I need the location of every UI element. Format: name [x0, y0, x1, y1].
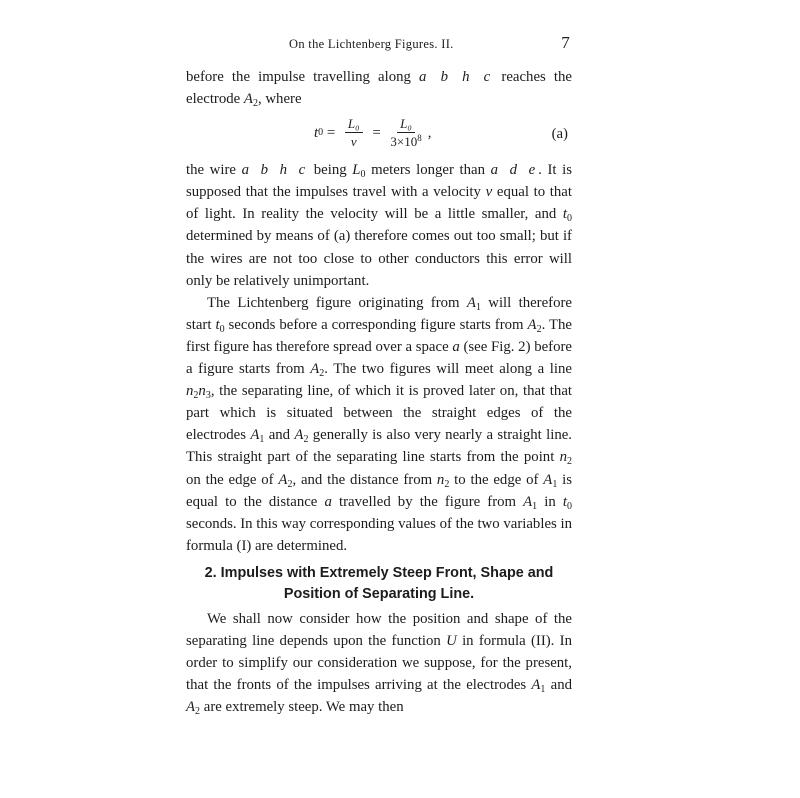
section-heading: [186, 563, 572, 605]
paragraph-2: the wire a b h c being $L_0$ meters longer than a d e. It is supposed that the impulses travel with a velocity v equal to that of light. In reality the velocity will be a little smaller, and $t_0$ determined by means of (a) therefore comes out too small; but if the wires are not too close to other conductors this error will only be relatively unimportant.: [186, 162, 572, 289]
running-title: On the Lichtenberg Figures. II.: [289, 37, 454, 51]
paragraph-4: We shall now consider how the position and shape of the separating line depends upon the function U in formula (II). In order to simplify our consideration we suppose, for the present, that the fronts of the impulses arriving at the electrodes $A_1$ and $A_2$ are extremely steep. We may then: [186, 611, 572, 718]
paragraph-1: before the impulse travelling along a b h c reaches the electrode $A_2$, where: [186, 69, 572, 110]
page-number: 7: [561, 33, 570, 52]
body-text-bottom: [186, 608, 572, 718]
section-heading-line-2: Position of Separating Line.: [283, 586, 475, 602]
fraction-2: $\frac{\text{L₀}}{3\times 10^8}$: [390, 116, 422, 150]
equation-label: (a): [551, 126, 568, 143]
fraction-1: $\frac{\text{L₀}}{v}$: [345, 116, 363, 149]
body-text-top: [186, 66, 572, 557]
section-heading-line-1: 2. Impulses with Extremely Steep Front, Shape and: [204, 565, 554, 581]
paragraph-3: The Lichtenberg figure originating from $A_1$ will therefore start $t_0$ seconds before a corresponding figure starts from $A_2$. The first figure has therefore spread over a space a (see Fig. 2) before a figure starts from $A_2$. The two figures will meet along a line $n_2n_3$, the separating line, of which it is proved later on, that that part which is situated between the straight edges of the electrodes $A_1$ and $A_2$ generally is also very nearly a straight line. This straight part of the separating line starts from the point $n_2$ on the edge of $A_2$, and the distance from $n_2$ to the edge of $A_1$ is equal to the distance a travelled by the figure from $A_1$ in $t_0$ seconds. In this way corresponding values of the two variables in formula (I) are determined.: [186, 294, 573, 554]
equation-a: t 0 = $\frac{\text{L₀}}{v}$ = $\frac{\text{L₀}}{3\times 10^8}$ , (a): [314, 116, 568, 150]
